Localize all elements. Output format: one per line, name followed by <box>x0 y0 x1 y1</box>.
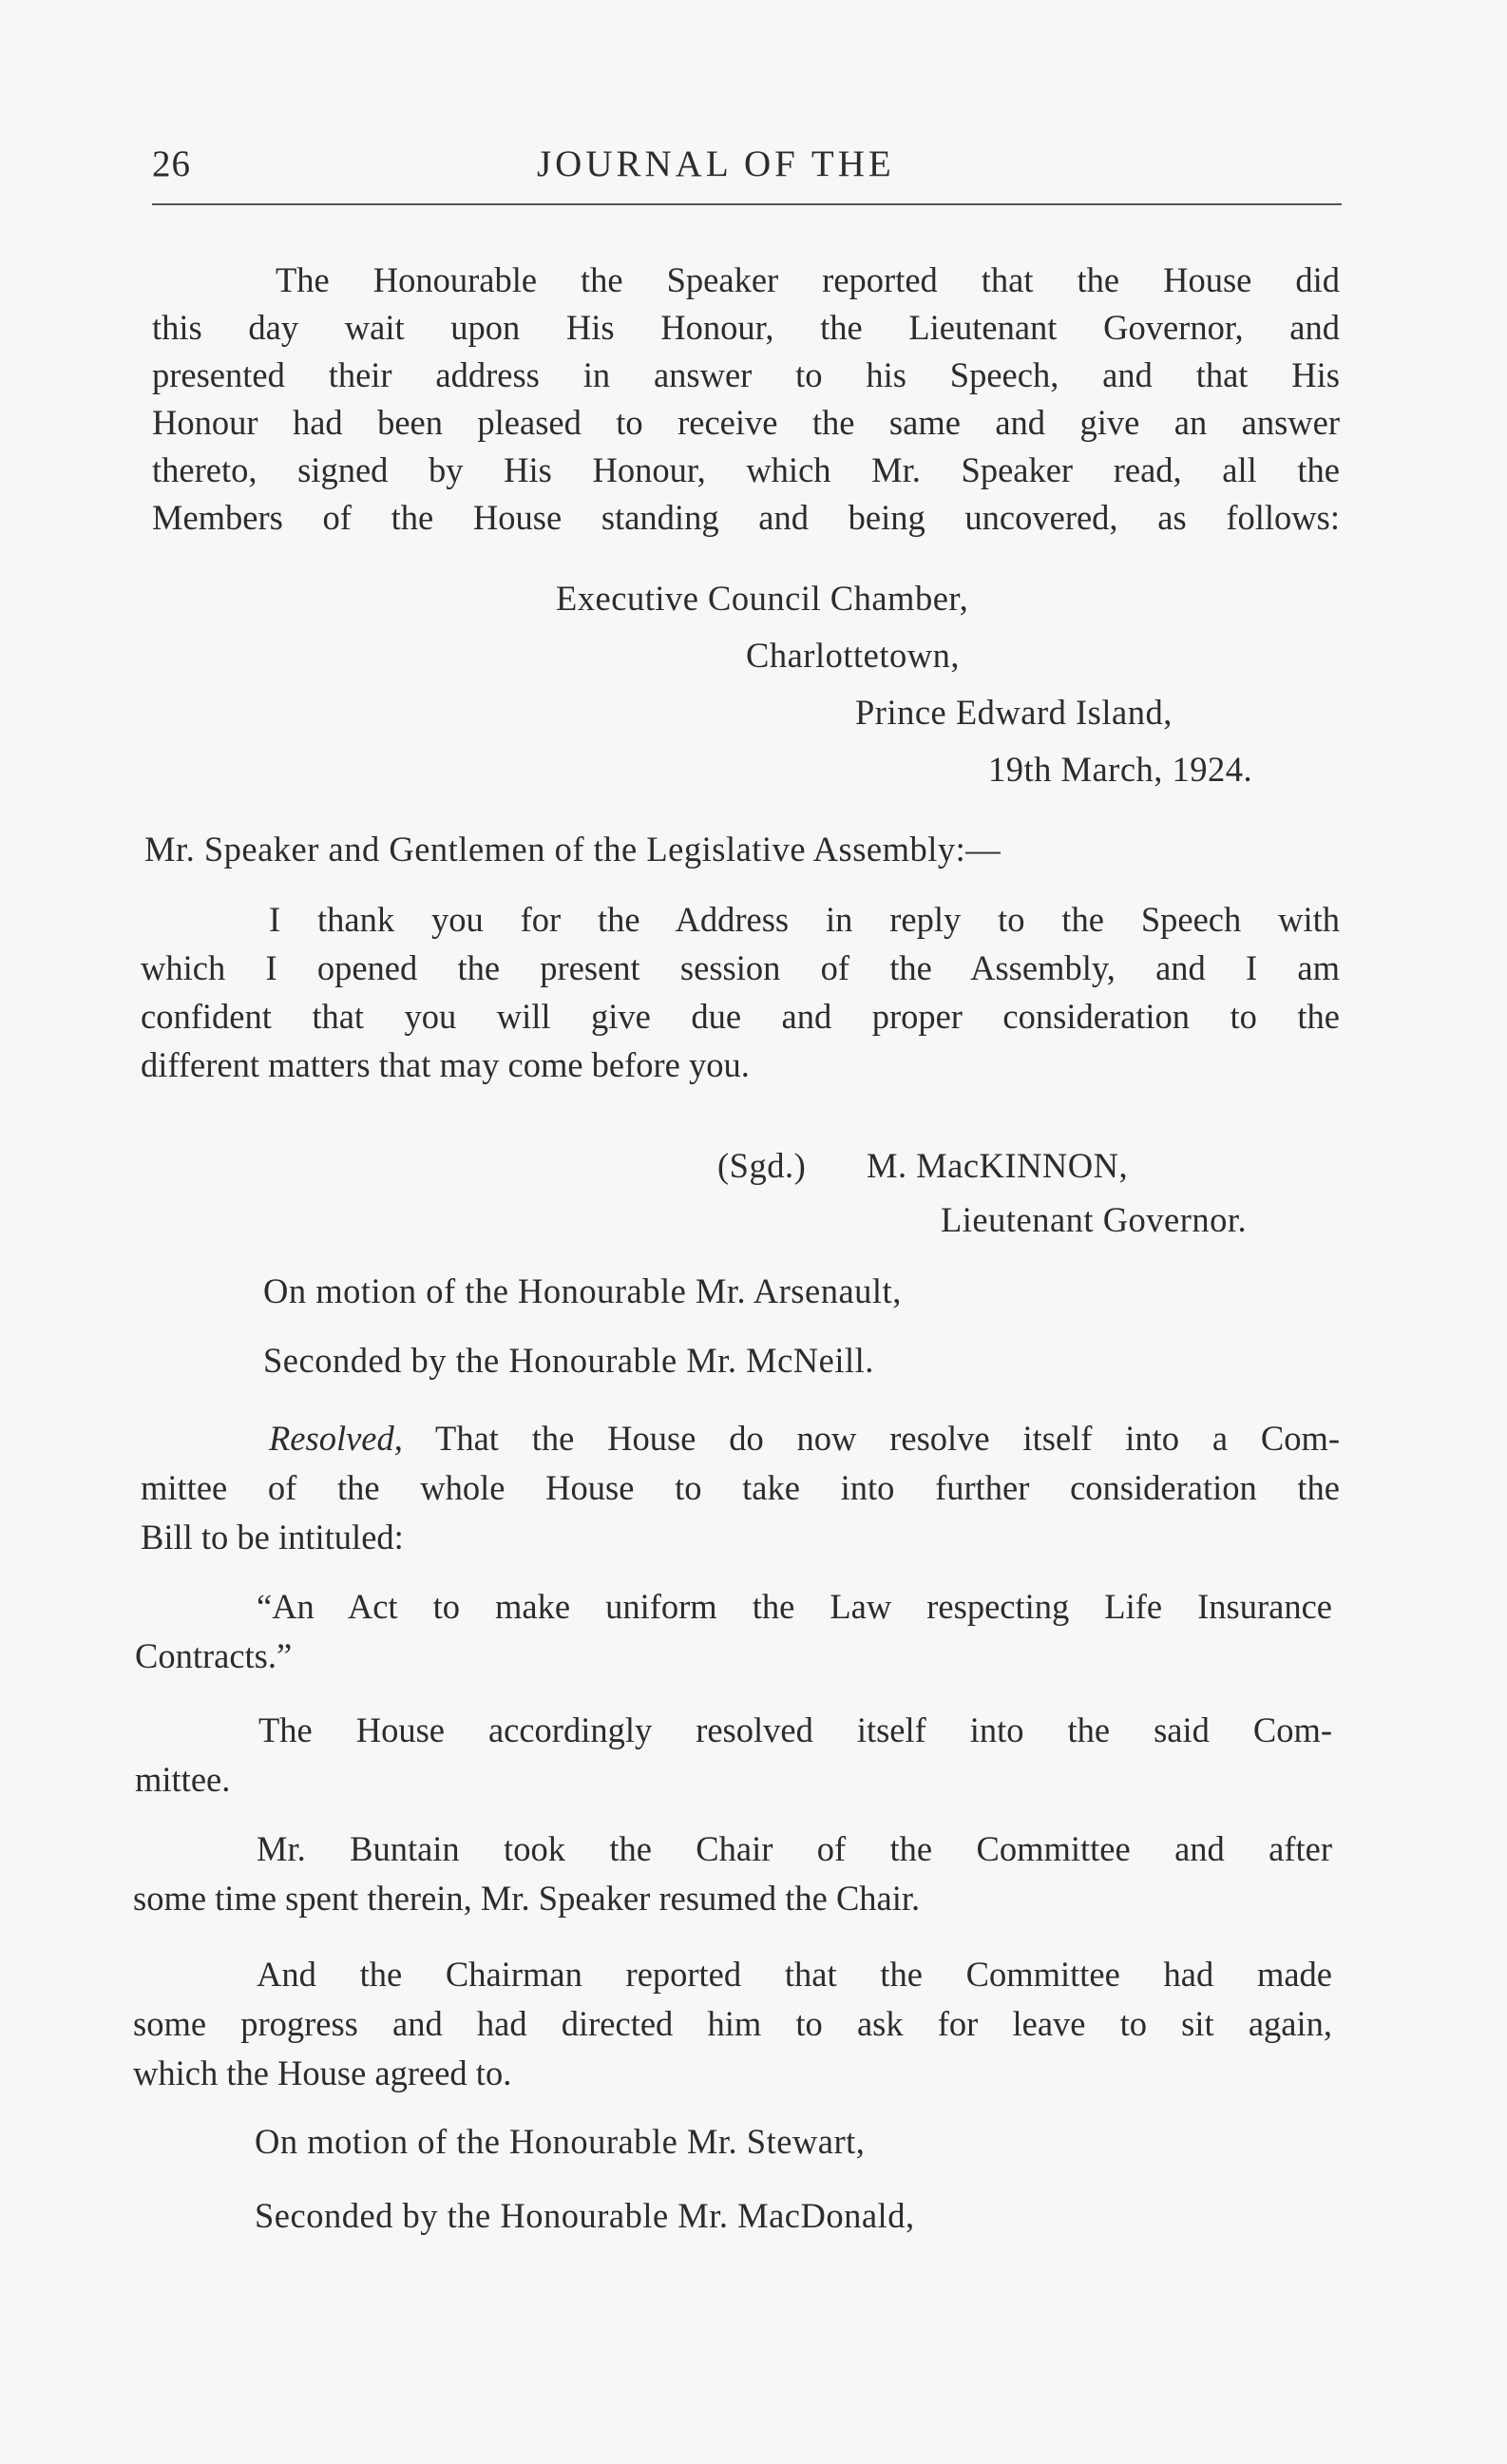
motion-mover: On motion of the Honourable Mr. Stewart, <box>255 2122 866 2161</box>
text-line: which the House agreed to. <box>133 2053 512 2092</box>
text-line <box>141 1414 1340 1463</box>
speaker-report-paragraph <box>152 257 1340 542</box>
text-line: presented their address in answer to his Speech, and that His <box>152 355 1340 394</box>
address-line-2: Charlottetown, <box>746 636 960 675</box>
text-line: And the Chairman reported that the Committee had made <box>257 1955 1332 1994</box>
text-line: mittee of the whole House to take into further consideration the <box>141 1468 1340 1507</box>
motion-seconder: Seconded by the Honourable Mr. McNeill. <box>263 1341 874 1380</box>
resolution-paragraph <box>141 1414 1340 1562</box>
text-line: thereto, signed by His Honour, which Mr. Speaker read, all the <box>152 450 1340 489</box>
text-line: this day wait upon His Honour, the Lieutenant Governor, and <box>152 308 1340 347</box>
running-title: JOURNAL OF THE <box>537 143 895 184</box>
text-line: confident that you will give due and proper consideration to the <box>141 997 1340 1036</box>
text-line: Members of the House standing and being uncovered, as follows: <box>152 498 1340 537</box>
text-line: different matters that may come before you. <box>141 1045 750 1084</box>
text-line: which I opened the present session of the Assembly, and I am <box>141 948 1340 987</box>
letter-salutation: Mr. Speaker and Gentlemen of the Legislative Assembly:— <box>144 830 1001 869</box>
signatory-title: Lieutenant Governor. <box>941 1200 1248 1239</box>
text-line: “An Act to make uniform the Law respecting Life Insurance <box>257 1587 1332 1626</box>
text-line: Honour had been pleased to receive the same and give an answer <box>152 403 1340 442</box>
committee-chair-paragraph <box>133 1824 1332 1923</box>
resolved-word: Resolved, <box>269 1419 403 1458</box>
text-line: Bill to be intituled: <box>141 1518 404 1557</box>
signatory-name: M. MacKINNON, <box>867 1146 1129 1185</box>
text-line: The House accordingly resolved itself into the said Com- <box>258 1710 1332 1749</box>
motion-mover: On motion of the Honourable Mr. Arsenault, <box>263 1271 902 1310</box>
text-line: That the House do now resolve itself into a Com- <box>435 1419 1341 1458</box>
committee-resolved-paragraph <box>135 1706 1332 1805</box>
letter-body <box>141 895 1340 1089</box>
text-line: some time spent therein, Mr. Speaker resumed the Chair. <box>133 1879 921 1918</box>
header-rule <box>152 203 1342 205</box>
motion-seconder: Seconded by the Honourable Mr. MacDonald, <box>255 2196 915 2235</box>
signed-mark: (Sgd.) <box>717 1146 807 1185</box>
text-line: The Honourable the Speaker reported that the House did <box>276 260 1340 299</box>
text-line: Contracts.” <box>135 1636 293 1675</box>
page-number: 26 <box>152 143 191 184</box>
bill-title <box>135 1582 1332 1681</box>
text-line: Mr. Buntain took the Chair of the Committee and after <box>257 1829 1332 1868</box>
text-line: some progress and had directed him to ask for leave to sit again, <box>133 2004 1332 2043</box>
address-line-1: Executive Council Chamber, <box>556 579 969 618</box>
address-line-3: Prince Edward Island, <box>855 693 1173 732</box>
letter-date: 19th March, 1924. <box>988 750 1253 789</box>
committee-report-paragraph <box>133 1950 1332 2098</box>
text-line: mittee. <box>135 1760 231 1799</box>
text-line: I thank you for the Address in reply to the Speech with <box>269 900 1340 939</box>
